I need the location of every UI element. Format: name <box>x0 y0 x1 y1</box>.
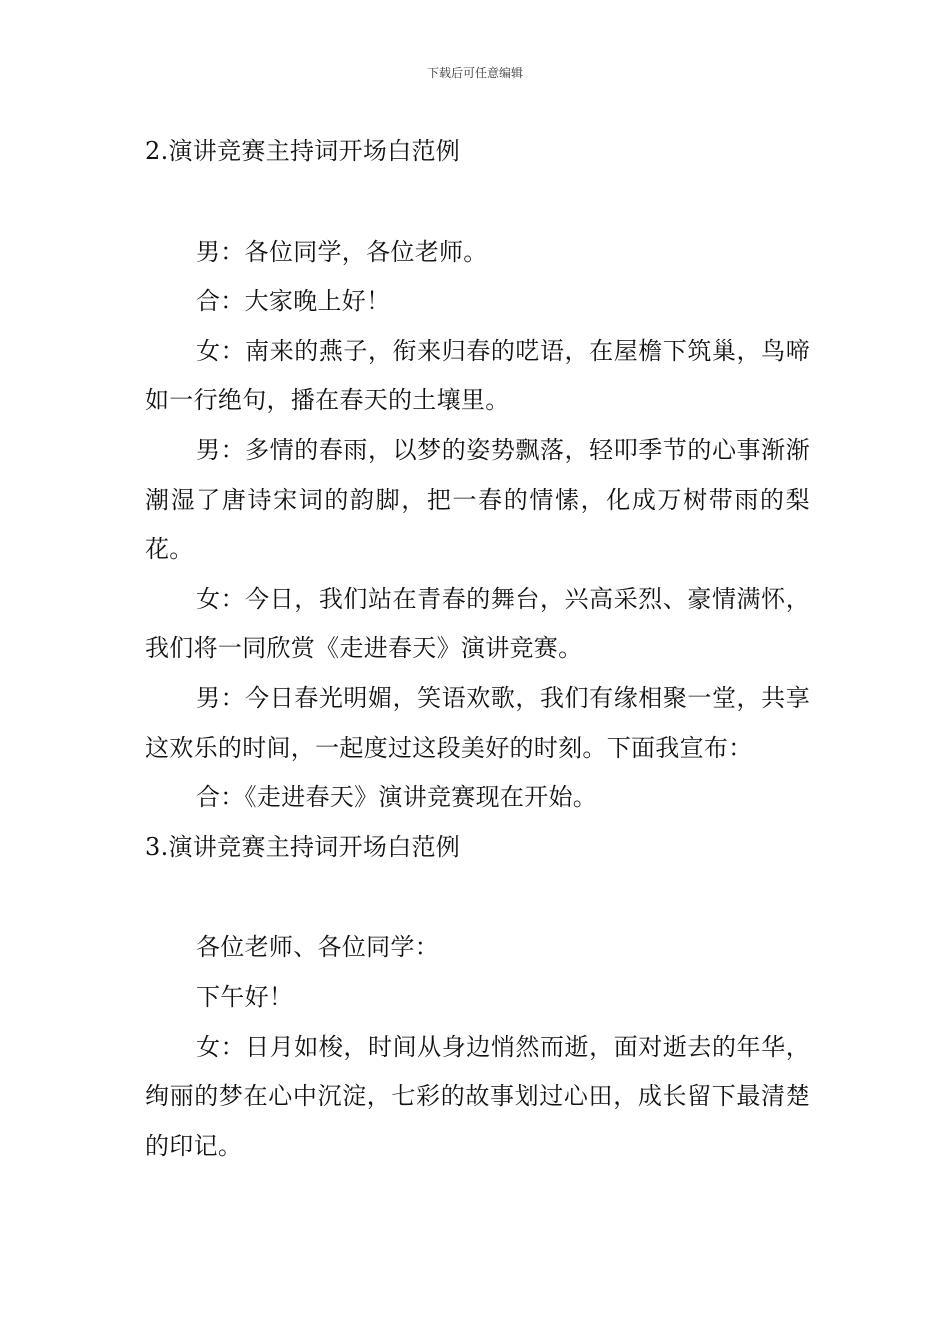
paragraph: 合：《走进春天》演讲竞赛现在开始。 <box>196 783 598 812</box>
page-header: 下载后可任意编辑 <box>426 66 523 80</box>
paragraph: 女：南来的燕子，衔来归春的呓语，在屋檐下筑巢，鸟啼如一行绝句，播在春天的土壤里。 <box>145 336 810 415</box>
paragraph: 下午好！ <box>196 982 294 1011</box>
blank-line <box>145 177 810 228</box>
document-body <box>145 127 810 1171</box>
paragraph: 男：多情的春雨，以梦的姿势飘落，轻叩季节的心事渐渐潮湿了唐诗宋词的韵脚，把一春的情愫，化成万树带雨的梨花。 <box>145 435 810 564</box>
blank-line <box>145 872 810 923</box>
paragraph: 女：今日，我们站在青春的舞台，兴高采烈、豪情满怀，我们将一同欣赏《走进春天》演讲竞赛。 <box>145 584 810 663</box>
paragraph: 合：大家晚上好！ <box>196 287 391 316</box>
section-heading: 2.演讲竞赛主持词开场白范例 <box>145 137 461 165</box>
paragraph: 男：今日春光明媚，笑语欢歌，我们有缘相聚一堂，共享这欢乐的时间，一起度过这段美好的时刻。下面我宣布： <box>145 683 810 762</box>
section-heading: 3.演讲竞赛主持词开场白范例 <box>145 832 461 861</box>
paragraph: 各位老师、各位同学： <box>196 933 439 962</box>
paragraph: 女：日月如梭，时间从身边悄然而逝，面对逝去的年华，绚丽的梦在心中沉淀，七彩的故事划过心田，成长留下最清楚的印记。 <box>145 1032 810 1160</box>
paragraph: 男：各位同学，各位老师。 <box>196 237 488 266</box>
